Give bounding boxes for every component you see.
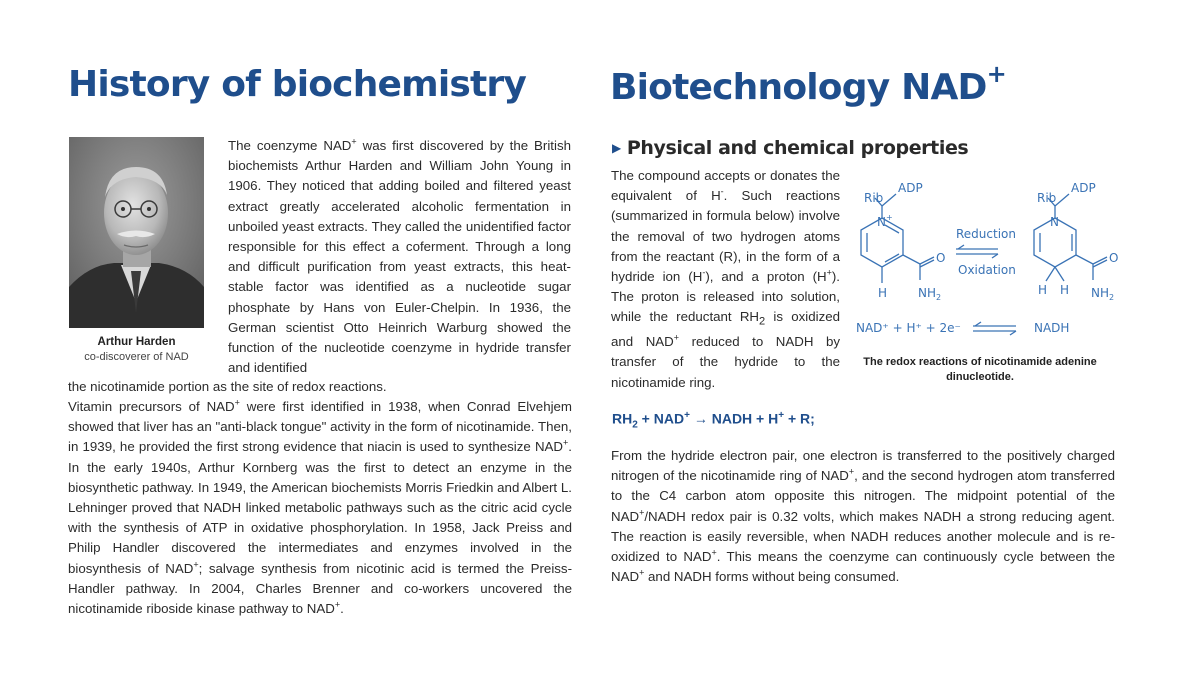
nh2-label-left: NH: [918, 286, 936, 300]
reduction-label: Reduction: [956, 227, 1016, 241]
adp-label-left: ADP: [898, 181, 923, 195]
history-paragraph-continued: the nicotinamide portion as the site of redox reactions.: [68, 379, 387, 394]
history-paragraph-vitamin: Vitamin precursors of NAD+ were first identified in 1938, when Conrad Elvehjem showed that liver has an "anti-black tongue" activity in the form of nicotinamide. Then, in 1939, he provided the first strong evidence that niacin is used to synthesize NAD+. In the early 1940s, Arthur Kornberg was the first to detect an enzyme in the biosynthetic pathway. In 1949, the American biochemists Morris Friedkin and Albert L. Lehninger proved that NADH linked metabolic pathways such as the citric acid cycle with the synthesis of ATP in oxidative phosphorylation. In 1958, Jack Preiss and Philip Handler discovered the intermediates and enzymes involved in the biosynthesis of NAD+; salvage synthesis from nicotinic acid is termed the Preiss-Handler pathway. In 2004, Charles Brenner and co-workers uncovered the nicotinamide riboside kinase pathway to NAD+.: [68, 397, 573, 617]
history-paragraph-wrapped: The coenzyme NAD+ was first discovered by the British biochemists Arthur Harden and William John Young in 1906. They noticed that adding boiled and filtered yeast extract greatly accelerated alcoholic fermentation in unboiled yeast extracts. They called the unidentified factor responsible for this effect a coferment. Through a long and difficult purification from yeast extracts, this heat-stable factor was identified as a nucleotide sugar phosphate by Hans von Euler-Chelpin. In 1936, the German scientist Otto Heinrich Warburg showed the function of the nucleotide coenzyme in hydride transfer and identified: [228, 136, 571, 376]
triangle-bullet-icon: ▶: [612, 141, 621, 155]
history-title: History of biochemistry: [68, 64, 527, 105]
nh2-sub-right: 2: [1109, 293, 1115, 302]
nh2-label-right: NH: [1091, 286, 1109, 300]
rib-label-left: Rib: [864, 191, 884, 205]
arthur-harden-photo: [69, 137, 204, 328]
n-plus-charge: +: [886, 213, 893, 222]
rib-label-right: Rib: [1037, 191, 1057, 205]
h-label-left: H: [878, 286, 888, 300]
n-plus-label: N: [877, 215, 886, 229]
h-label-right-2: H: [1060, 283, 1070, 297]
photo-caption-role: co-discoverer of NAD: [84, 351, 189, 363]
oxidation-label: Oxidation: [958, 263, 1016, 277]
redox-reaction-diagram: [848, 178, 1130, 348]
properties-paragraph: The compound accepts or donates the equivalent of H-. Such reactions (summarized in formula below) involve the removal of two hydrogen atoms from the reactant (R), in the form of a hydride ion (H-), and a proton (H+). The proton is released into solution, while the reductant $RH_2$ is oxidized and NAD+ reduced to NADH by transfer of the hydride to the nicotinamide ring.: [611, 168, 841, 390]
h-label-right-1: H: [1038, 283, 1048, 297]
properties-subheading: ▶ Physical and chemical properties: [612, 137, 969, 159]
portrait-image: [69, 137, 204, 328]
nh2-sub-left: 2: [936, 293, 942, 302]
photo-caption-name: Arthur Harden: [97, 336, 176, 348]
redox-equation: $RH_2 + NAD^+$ → NADH + H+ + R;: [612, 410, 815, 431]
o-label-left: O: [936, 251, 946, 265]
nadh-equation-right: NADH: [1034, 321, 1070, 335]
o-label-right: O: [1109, 251, 1119, 265]
hydride-paragraph: From the hydride electron pair, one electron is transferred to the positively charged nitrogen of the nicotinamide ring of NAD+, and the second hydrogen atom transferred to the C4 carbon atom opposite this nitrogen. The midpoint potential of the NAD+/NADH redox pair is 0.32 volts, which makes NADH a strong reducing agent. The reaction is easily reversible, when NADH reduces another molecule and is re-oxidized to NAD+. This means the coenzyme can continuously cycle between the NAD+ and NADH forms without being consumed.: [611, 448, 1116, 585]
n-label-right: N: [1050, 215, 1059, 229]
biotechnology-title: Biotechnology NAD+: [610, 60, 1006, 108]
diagram-caption: The redox reactions of nicotinamide adenine dinucleotide.: [863, 356, 1097, 383]
nad-equation-left: NAD⁺ + H⁺ + 2e⁻: [856, 321, 961, 335]
adp-label-right: ADP: [1071, 181, 1096, 195]
